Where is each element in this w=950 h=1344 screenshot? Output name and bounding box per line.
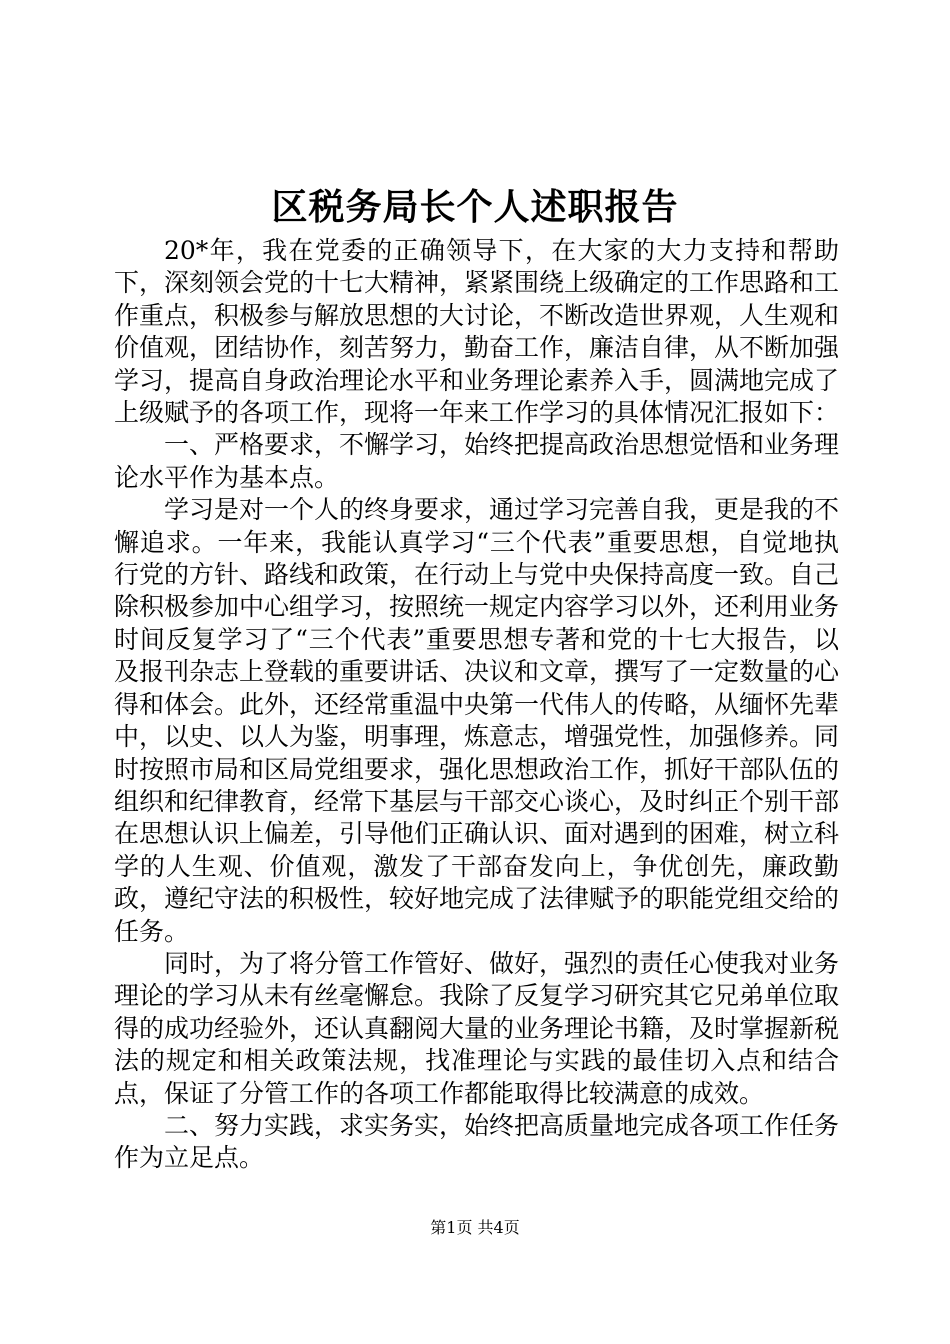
document-body xyxy=(114,235,839,1175)
page-footer: 第1页 共4页 xyxy=(430,1218,520,1237)
document-title: 区税务局长个人述职报告 xyxy=(271,186,679,228)
paragraph-study: 学习是对一个人的终身要求，通过学习完善自我，更是我的不懈追求。一年来，我能认真学习“三个代表”重要思想，自觉地执行党的方针、路线和政策，在行动上与党中央保持高度一致。自己除积极参加中心组学习，按照统一规定内容学习以外，还利用业务时间反复学习了“三个代表”重要思想专著和党的十七大报告，以及报刊杂志上登载的重要讲话、决议和文章，撰写了一定数量的心得和体会。此外，还经常重温中央第一代伟人的传略，从缅怀先辈中，以史、以人为鉴，明事理，炼意志，增强党性，加强修养。同时按照市局和区局党组要求，强化思想政治工作，抓好干部队伍的组织和纪律教育，经常下基层与干部交心谈心，及时纠正个别干部在思想认识上偏差，引导他们正确认识、面对遇到的困难，树立科学的人生观、价值观，激发了干部奋发向上，争优创先，廉政勤政，遵纪守法的积极性，较好地完成了法律赋予的职能党组交给的任务。 xyxy=(114,495,840,946)
paragraph-intro: 20*年，我在党委的正确领导下，在大家的大力支持和帮助下，深刻领会党的十七大精神，紧紧围绕上级确定的工作思路和工作重点，积极参与解放思想的大讨论，不断改造世界观，人生观和价值观，团结协作，刻苦努力，勤奋工作，廉洁自律，从不断加强学习，提高自身政治理论水平和业务理论素养入手，圆满地完成了上级赋予的各项工作，现将一年来工作学习的具体情况汇报如下： xyxy=(114,236,840,428)
paragraph-business-theory: 同时，为了将分管工作管好、做好，强烈的责任心使我对业务理论的学习从未有丝毫懈怠。我除了反复学习研究其它兄弟单位取得的成功经验外，还认真翻阅大量的业务理论书籍，及时掌握新税法的规定和相关政策法规，找准理论与实践的最佳切入点和结合点，保证了分管工作的各项工作都能取得比较满意的成效。 xyxy=(114,948,840,1108)
paragraph-section-1-heading: 一、严格要求，不懈学习，始终把提高政治思想觉悟和业务理论水平作为基本点。 xyxy=(114,430,840,492)
paragraph-section-2-heading: 二、努力实践，求实务实，始终把高质量地完成各项工作任务作为立足点。 xyxy=(114,1110,840,1173)
